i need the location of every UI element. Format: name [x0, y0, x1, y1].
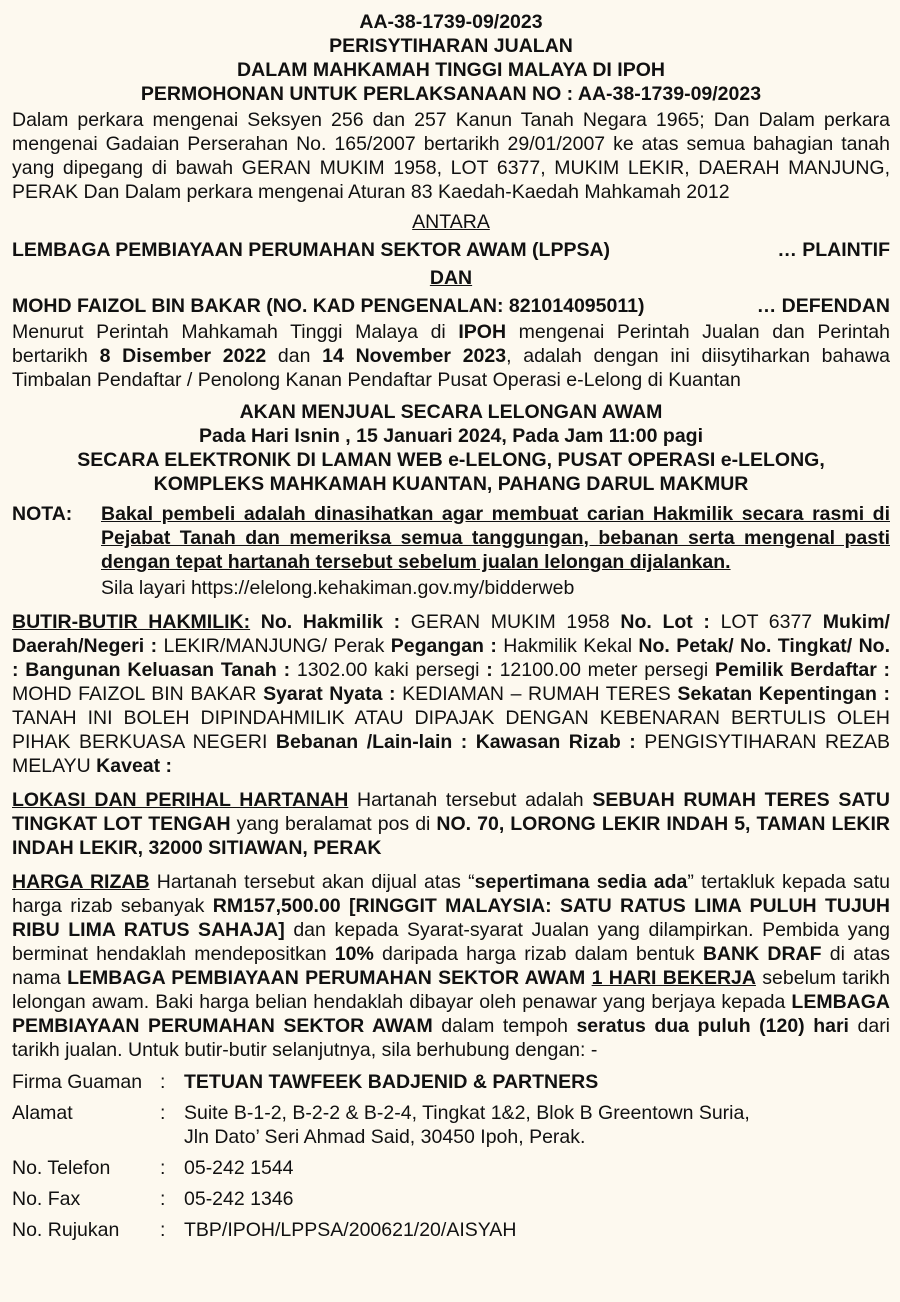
nota-website-link[interactable]: Sila layari https://elelong.kehakiman.gov.my/bidderweb	[101, 577, 575, 599]
firm-label: Firma Guaman	[12, 1071, 143, 1093]
contact-row-address: Alamat : Suite B-1-2, B-2-2 & B-2-4, Tingkat 1&2, Blok B Greentown Suria, Jln Dato’ Seri Ahmad Said, 30450 Ipoh, Perak.	[12, 1101, 890, 1149]
application-number: PERMOHONAN UNTUK PERLAKSANAAN NO : AA-38-1739-09/2023	[140, 83, 762, 105]
defendant-row	[12, 294, 890, 318]
nota-label: NOTA:	[12, 503, 73, 525]
fax-number: 05-242 1346	[184, 1188, 294, 1210]
antara-label: ANTARA	[412, 211, 490, 233]
plaintiff-role: … PLAINTIF	[777, 239, 890, 261]
defendant-name: MOHD FAIZOL BIN BAKAR (NO. KAD PENGENALAN: 821014095011)	[12, 295, 645, 317]
court-name: DALAM MAHKAMAH TINGGI MALAYA DI IPOH	[237, 59, 665, 81]
contact-row-firm: Firma Guaman : TETUAN TAWFEEK BADJENID & PARTNERS	[12, 1070, 890, 1094]
sale-announcement	[12, 400, 890, 496]
location-section: LOKASI DAN PERIHAL HARTANAH Hartanah tersebut adalah SEBUAH RUMAH TERES SATU TINGKAT LOT TENGAH yang beralamat pos di NO. 70, LORONG LEKIR INDAH 5, TAMAN LEKIR INDAH LEKIR, 32000 SITIAWAN, PERAK	[12, 789, 891, 859]
location-heading: LOKASI DAN PERIHAL HARTANAH	[12, 789, 349, 811]
dan-label: DAN	[429, 267, 473, 289]
title-details-heading: BUTIR-BUTIR HAKMILIK:	[12, 611, 251, 633]
sale-venue-2: KOMPLEKS MAHKAMAH KUANTAN, PAHANG DARUL MAKMUR	[153, 473, 749, 495]
address-label: Alamat	[12, 1102, 73, 1124]
sale-date: Pada Hari Isnin , 15 Januari 2024, Pada Jam 11:00 pagi	[198, 425, 703, 447]
nota-section	[12, 502, 890, 600]
defendant-role: … DEFENDAN	[756, 295, 890, 317]
phone-label: No. Telefon	[12, 1157, 111, 1179]
firm-name: TETUAN TAWFEEK BADJENID & PARTNERS	[184, 1071, 599, 1093]
reserve-price-section: HARGA RIZAB Hartanah tersebut akan dijual atas “sepertimana sedia ada” tertakluk kepada satu harga rizab sebanyak RM157,500.00 [RINGGIT MALAYSIA: SATU RATUS LIMA PULUH TUJUH RIBU LIMA RATUS SAHAJA] dan kepada Syarat-syarat Jualan yang dilampirkan. Pembida yang berminat hendaklah mendepositkan 10% daripada harga rizab dalam bentuk BANK DRAF di atas nama LEMBAGA PEMBIAYAAN PERUMAHAN SEKTOR AWAM 1 HARI BEKERJA sebelum tarikh lelongan awam. Baki harga belian hendaklah dibayar oleh penawar yang berjaya kepada LEMBAGA PEMBIAYAAN PERUMAHAN SEKTOR AWAM dalam tempoh seratus dua puluh (120) hari dari tarikh jualan. Untuk butir-butir selanjutnya, sila berhubung dengan: -	[12, 871, 891, 1061]
sale-line-1: AKAN MENJUAL SECARA LELONGAN AWAM	[239, 401, 663, 423]
case-reference: AA-38-1739-09/2023	[359, 11, 543, 33]
notice-header	[12, 10, 890, 106]
reserve-price-heading: HARGA RIZAB	[12, 871, 150, 893]
nota-warning: Bakal pembeli adalah dinasihatkan agar membuat carian Hakmilik secara rasmi di Pejabat Tanah dan memeriksa semua tanggungan, bebanan serta mengenal pasti dengan tepat hartanah tersebut sebelum jualan lelongan dijalankan.	[101, 503, 890, 573]
address-line-1: Suite B-1-2, B-2-2 & B-2-4, Tingkat 1&2, Blok B Greentown Suria,	[184, 1102, 750, 1124]
notice-title: PERISYTIHARAN JUALAN	[329, 35, 573, 57]
contact-details	[12, 1070, 890, 1242]
reference-number: TBP/IPOH/LPPSA/200621/20/AISYAH	[184, 1219, 517, 1241]
contact-row-reference: No. Rujukan : TBP/IPOH/LPPSA/200621/20/AISYAH	[12, 1218, 890, 1242]
contact-row-phone: No. Telefon : 05-242 1544	[12, 1156, 890, 1180]
title-details-section: BUTIR-BUTIR HAKMILIK: No. Hakmilik : GERAN MUKIM 1958 No. Lot : LOT 6377 Mukim/ Daerah/Negeri : LEKIR/MANJUNG/ Perak Pegangan : Hakmilik Kekal No. Petak/ No. Tingkat/ No. : Bangunan Keluasan Tanah : 1302.00 kaki persegi : 12100.00 meter persegi Pemilik Berdaftar : MOHD FAIZOL BIN BAKAR Syarat Nyata : KEDIAMAN – RUMAH TERES Sekatan Kepentingan : TANAH INI BOLEH DIPINDAHMILIK ATAU DIPAJAK DENGAN KEBENARAN BERTULIS OLEH PIHAK BERKUASA NEGERI Bebanan /Lain-lain : Kawasan Rizab : PENGISYTIHARAN REZAB MELAYU Kaveat :	[12, 611, 891, 777]
sale-venue-1: SECARA ELEKTRONIK DI LAMAN WEB e-LELONG, PUSAT OPERASI e-LELONG,	[77, 449, 825, 471]
reference-label: No. Rujukan	[12, 1219, 120, 1241]
plaintiff-row	[12, 238, 890, 262]
order-paragraph: Menurut Perintah Mahkamah Tinggi Malaya di IPOH mengenai Perintah Jualan dan Perintah bertarikh 8 Disember 2022 dan 14 November 2023, adalah dengan ini diisytiharkan bahawa Timbalan Pendaftar / Penolong Kanan Pendaftar Pusat Operasi e-Lelong di Kuantan	[12, 321, 890, 391]
contact-row-fax: No. Fax : 05-242 1346	[12, 1187, 890, 1211]
intro-paragraph: Dalam perkara mengenai Seksyen 256 dan 257 Kanun Tanah Negara 1965; Dan Dalam perkara mengenai Gadaian Perserahan No. 165/2007 bertarikh 29/01/2007 ke atas semua bahagian tanah yang dipegang di bawah GERAN MUKIM 1958, LOT 6377, MUKIM LEKIR, DAERAH MANJUNG, PERAK Dan Dalam perkara mengenai Aturan 83 Kaedah-Kaedah Mahkamah 2012	[12, 109, 890, 203]
plaintiff-name: LEMBAGA PEMBIAYAAN PERUMAHAN SEKTOR AWAM (LPPSA)	[12, 239, 611, 261]
fax-label: No. Fax	[12, 1188, 81, 1210]
address-line-2: Jln Dato’ Seri Ahmad Said, 30450 Ipoh, Perak.	[184, 1126, 586, 1148]
phone-number: 05-242 1544	[184, 1157, 294, 1179]
